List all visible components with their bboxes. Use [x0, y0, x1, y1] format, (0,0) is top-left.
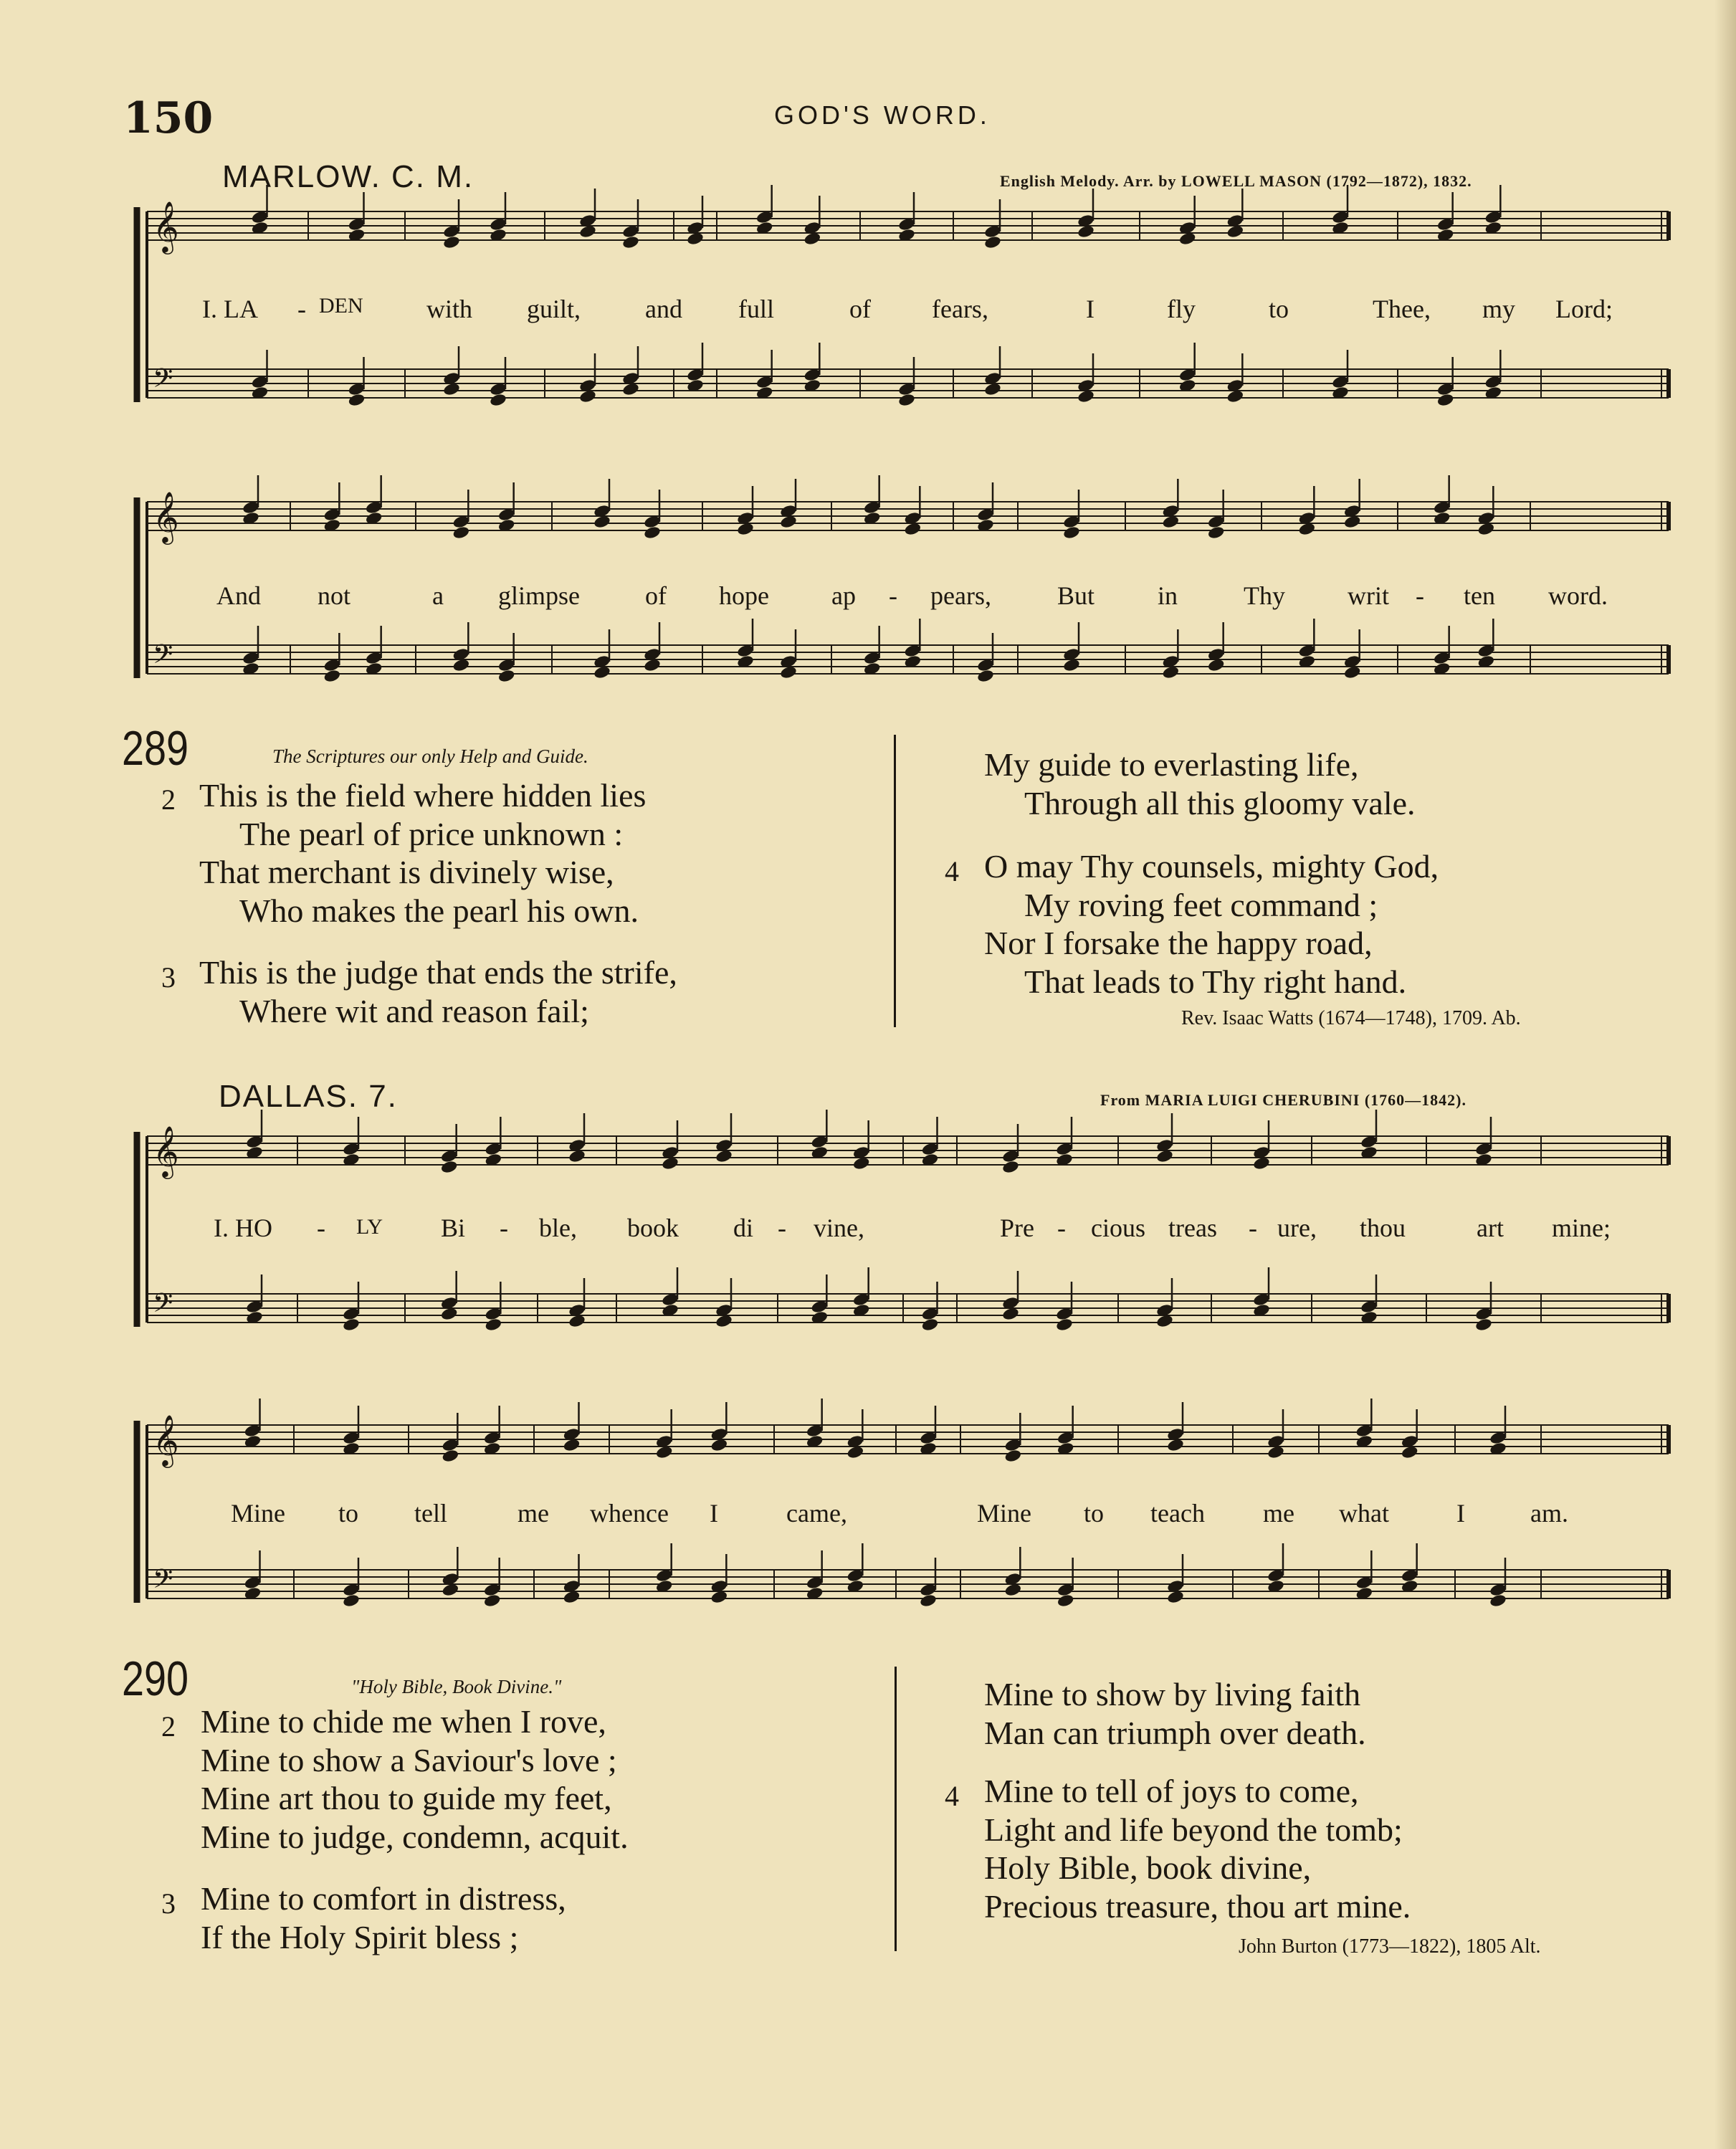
note-head	[497, 669, 515, 684]
lyric-syllable: di	[733, 1214, 754, 1242]
lyric-syllable: not	[318, 581, 351, 610]
note-head	[342, 1593, 360, 1609]
verse-line: Mine to judge, condemn, acquit.	[201, 1818, 629, 1855]
note-head	[976, 669, 994, 684]
hymn-289-stanza-4	[984, 847, 1439, 1001]
verse-line: Mine to show a Saviour's love ;	[201, 1741, 617, 1778]
note-head	[1489, 1593, 1507, 1609]
lyric-syllable: and	[645, 295, 682, 323]
lyric-syllable: of	[645, 581, 667, 610]
lyric-syllable: to	[1084, 1499, 1105, 1528]
treble-clef: 𝄞	[153, 1125, 179, 1177]
stanza-number: 3	[161, 1887, 176, 1920]
hymn-290-stanza-4	[984, 1772, 1411, 1925]
bass-clef: 𝄢	[153, 1288, 173, 1325]
lyric-syllable: what	[1339, 1499, 1389, 1528]
lyric-syllable: to	[338, 1499, 359, 1528]
hymn-289-stanza-3	[199, 953, 677, 1030]
lyric-syllable: of	[849, 295, 871, 323]
lyric-syllable: pears,	[930, 581, 991, 610]
hymn-289-heading: The Scriptures our only Help and Guide.	[272, 745, 588, 767]
verse-line: Nor I forsake the happy road,	[984, 925, 1373, 961]
note-head	[1004, 1449, 1022, 1464]
lyric-syllable: fears,	[932, 295, 988, 323]
stanza-number: 4	[945, 855, 959, 887]
hymn-290-author: John Burton (1773—1822), 1805 Alt.	[1239, 1935, 1541, 1958]
treble-clef: 𝄞	[153, 1414, 179, 1466]
lyric-syllable: me	[1263, 1499, 1294, 1528]
verse-line: Precious treasure, thou art mine.	[984, 1887, 1411, 1925]
lyric-syllable: writ	[1348, 581, 1389, 610]
note-head	[1055, 1317, 1073, 1333]
lyric-syllable: -	[889, 581, 897, 610]
page-edge-shadow	[1714, 0, 1736, 2149]
lyric-syllable: -	[1249, 1214, 1257, 1242]
hymn-number-290: 290	[122, 1652, 189, 1706]
lyric-syllable: But	[1057, 581, 1095, 610]
running-head: GOD'S WORD.	[774, 100, 991, 130]
verse-line: That merchant is divinely wise,	[199, 854, 614, 890]
verse-line: Through all this gloomy vale.	[1024, 784, 1416, 821]
lyric-syllable: Pre	[1000, 1214, 1034, 1242]
verse-line: If the Holy Spirit bless ;	[201, 1918, 519, 1955]
lyric-syllable: came,	[786, 1499, 847, 1528]
note-head	[1436, 393, 1454, 408]
lyric-syllable: I	[1456, 1499, 1465, 1528]
lyric-syllable: DEN	[319, 294, 363, 318]
tune-credit-dallas: From MARIA LUIGI CHERUBINI (1760—1842).	[1100, 1091, 1466, 1109]
lyric-syllable: ap	[831, 581, 856, 610]
note-head	[1062, 525, 1080, 540]
lyric-syllable: vine,	[814, 1214, 864, 1242]
page-number: 150	[123, 93, 214, 143]
bass-clef: 𝄢	[153, 639, 173, 676]
lyric-syllable: -	[778, 1214, 786, 1242]
lyric-syllable: book	[627, 1214, 679, 1242]
verse-line: Mine art thou to guide my feet,	[201, 1780, 612, 1816]
note-head	[919, 1593, 937, 1609]
stanza-number: 2	[161, 783, 176, 816]
lyric-syllable: teach	[1150, 1499, 1205, 1528]
lyric-syllable: -	[1057, 1214, 1066, 1242]
lyric-syllable: mine;	[1552, 1214, 1611, 1242]
verse-line: Mine to tell of joys to come,	[984, 1773, 1359, 1809]
note-head	[1474, 1317, 1492, 1333]
lyric-syllable: treas	[1168, 1214, 1217, 1242]
note-head	[1001, 1160, 1019, 1175]
lyric-syllable: I. HO	[214, 1214, 272, 1242]
lyric-syllable: Thy	[1244, 581, 1285, 610]
lyric-syllable: Mine	[977, 1499, 1031, 1528]
lyric-syllable: word.	[1548, 581, 1608, 610]
note-head	[983, 235, 1001, 250]
hymn-290-stanza-3-continued	[984, 1675, 1366, 1752]
note-head	[921, 1317, 939, 1333]
lyric-syllable: hope	[719, 581, 769, 610]
note-head	[348, 393, 366, 408]
verse-line: That leads to Thy right hand.	[1024, 963, 1407, 1000]
note-head	[323, 669, 341, 684]
lyric-syllable: -	[297, 295, 306, 323]
lyric-syllable: ten	[1464, 581, 1495, 610]
lyric-syllable: a	[432, 581, 444, 610]
lyric-syllable: whence	[590, 1499, 669, 1528]
verse-line: Mine to show by living faith	[984, 1676, 1361, 1712]
lyric-syllable: I	[1086, 295, 1094, 323]
lyric-syllable: tell	[414, 1499, 447, 1528]
verse-line: This is the field where hidden lies	[199, 777, 647, 814]
verse-line: This is the judge that ends the strife,	[199, 954, 677, 991]
verse-line: Where wit and reason fail;	[239, 992, 589, 1029]
note-head	[452, 525, 470, 540]
note-head	[1057, 1593, 1074, 1609]
stanza-number: 4	[945, 1780, 959, 1812]
verse-line: Mine to comfort in distress,	[201, 1880, 566, 1917]
lyric-syllable: in	[1158, 581, 1178, 610]
lyric-syllable: Thee,	[1373, 295, 1431, 323]
hymn-290-stanza-2	[201, 1702, 629, 1856]
hymn-289-stanza-2	[199, 776, 646, 930]
tune-title-dallas: DALLAS. 7.	[219, 1079, 398, 1114]
lyric-syllable: cious	[1091, 1214, 1145, 1242]
lyric-syllable: -	[1416, 581, 1424, 610]
note-head	[621, 235, 639, 250]
hymn-290-heading: "Holy Bible, Book Divine."	[351, 1676, 562, 1697]
stanza-number: 3	[161, 961, 176, 994]
note-head	[643, 525, 661, 540]
lyric-syllable: -	[500, 1214, 508, 1242]
tune-credit-marlow: English Melody. Arr. by LOWELL MASON (1792—1872), 1832.	[1000, 172, 1472, 190]
lyric-syllable: Lord;	[1555, 295, 1613, 323]
lyric-syllable: I	[710, 1499, 718, 1528]
verse-line: O may Thy counsels, mighty God,	[984, 848, 1439, 885]
treble-clef: 𝄞	[153, 200, 179, 252]
lyric-syllable: I. LA	[202, 295, 258, 323]
lyric-syllable: fly	[1167, 295, 1196, 323]
hymn-289-author: Rev. Isaac Watts (1674—1748), 1709. Ab.	[1181, 1007, 1521, 1029]
lyric-syllable: Mine	[231, 1499, 285, 1528]
column-divider	[895, 1667, 897, 1951]
hymn-number-289: 289	[122, 721, 189, 776]
note-head	[442, 1449, 459, 1464]
treble-clef: 𝄞	[153, 490, 179, 543]
lyric-syllable: ure,	[1277, 1214, 1317, 1242]
verse-line: Man can triumph over death.	[984, 1714, 1366, 1751]
hymn-290-stanza-3	[201, 1879, 566, 1956]
lyric-syllable: am.	[1530, 1499, 1568, 1528]
note-head	[440, 1160, 458, 1175]
lyric-syllable: to	[1269, 295, 1289, 323]
note-head	[485, 1317, 502, 1333]
lyric-syllable: guilt,	[527, 295, 581, 323]
lyric-syllable: full	[738, 295, 774, 323]
note-head	[483, 1593, 501, 1609]
verse-line: My guide to everlasting life,	[984, 746, 1359, 783]
lyric-syllable: thou	[1360, 1214, 1406, 1242]
lyric-syllable: Bi	[441, 1214, 466, 1242]
lyric-syllable: -	[317, 1214, 325, 1242]
hymn-289-stanza-3-continued	[984, 745, 1416, 822]
verse-line: Mine to chide me when I rove,	[201, 1703, 606, 1740]
verse-line: My roving feet command ;	[1024, 886, 1378, 923]
lyric-syllable: glimpse	[498, 581, 580, 610]
lyric-syllable: ble,	[539, 1214, 577, 1242]
bass-clef: 𝄢	[153, 1564, 173, 1601]
note-head	[342, 1317, 360, 1333]
note-head	[897, 393, 915, 408]
verse-line: Holy Bible, book divine,	[984, 1849, 1312, 1886]
note-head	[489, 393, 507, 408]
stanza-number: 2	[161, 1710, 176, 1743]
lyric-syllable: And	[216, 581, 261, 610]
verse-line: Who makes the pearl his own.	[239, 892, 639, 929]
column-divider	[894, 735, 896, 1027]
lyric-syllable: me	[518, 1499, 549, 1528]
note-head	[442, 235, 460, 250]
tune-title-marlow: MARLOW. C. M.	[222, 159, 474, 194]
lyric-syllable: my	[1482, 295, 1516, 323]
lyric-syllable: art	[1477, 1214, 1504, 1242]
bass-clef: 𝄢	[153, 363, 173, 400]
note-head	[1207, 525, 1225, 540]
verse-line: Light and life beyond the tomb;	[984, 1811, 1403, 1848]
verse-line: The pearl of price unknown :	[239, 815, 624, 852]
lyric-syllable: LY	[356, 1215, 383, 1239]
lyric-syllable: with	[426, 295, 473, 323]
